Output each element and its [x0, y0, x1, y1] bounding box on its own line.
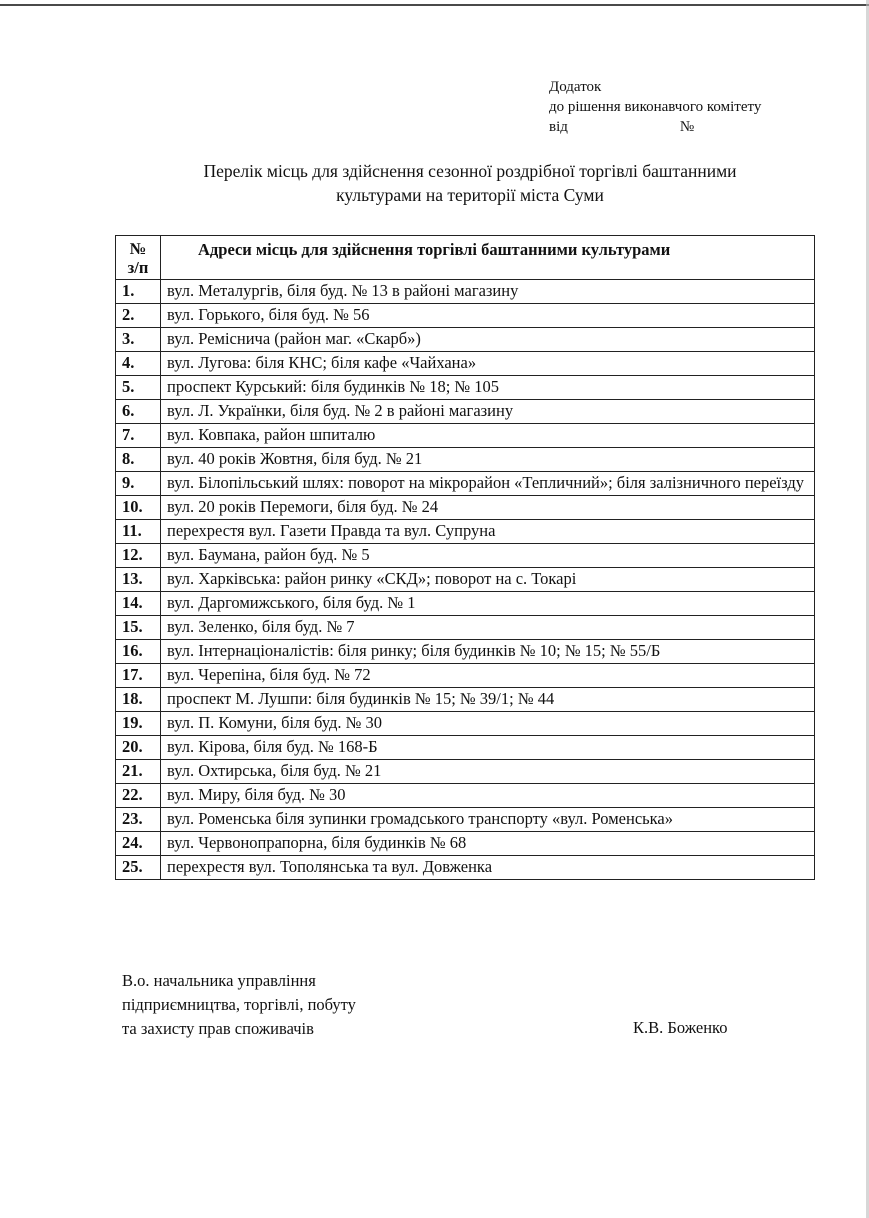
row-number: 18.: [116, 688, 161, 712]
table-row: [116, 520, 815, 544]
signature-line-3: та захисту прав споживачів: [122, 1019, 314, 1038]
table-row: [116, 808, 815, 832]
row-address: вул. Горького, біля буд. № 56: [161, 304, 815, 328]
row-address: вул. 20 років Перемоги, біля буд. № 24: [161, 496, 815, 520]
annex-from: від: [549, 119, 568, 135]
row-number: 2.: [116, 304, 161, 328]
table-header-row: [116, 236, 815, 280]
table-row: [116, 592, 815, 616]
row-number: 21.: [116, 760, 161, 784]
row-address: вул. Червонопрапорна, біля будинків № 68: [161, 832, 815, 856]
row-address: вул. Зеленко, біля буд. № 7: [161, 616, 815, 640]
table-row: [116, 544, 815, 568]
row-address: проспект Курський: біля будинків № 18; № 105: [161, 376, 815, 400]
row-number: 7.: [116, 424, 161, 448]
row-number: 1.: [116, 280, 161, 304]
row-number: 12.: [116, 544, 161, 568]
table-row: [116, 352, 815, 376]
table-row: [116, 376, 815, 400]
row-number: 4.: [116, 352, 161, 376]
table-row: [116, 448, 815, 472]
row-address: вул. Ковпака, район шпиталю: [161, 424, 815, 448]
row-address: вул. Білопільський шлях: поворот на мікрорайон «Тепличний»; біля залізничного переїзду: [161, 472, 815, 496]
header-number: [116, 236, 161, 280]
table-row: [116, 712, 815, 736]
row-number: 20.: [116, 736, 161, 760]
row-number: 11.: [116, 520, 161, 544]
row-number: 15.: [116, 616, 161, 640]
row-address: вул. Охтирська, біля буд. № 21: [161, 760, 815, 784]
row-number: 9.: [116, 472, 161, 496]
table-row: [116, 664, 815, 688]
row-address: вул. Інтернаціоналістів: біля ринку; біля будинків № 10; № 15; № 55/Б: [161, 640, 815, 664]
row-address: вул. Металургів, біля буд. № 13 в районі магазину: [161, 280, 815, 304]
row-address: вул. Кірова, біля буд. № 168-Б: [161, 736, 815, 760]
row-number: 13.: [116, 568, 161, 592]
row-address: вул. Миру, біля буд. № 30: [161, 784, 815, 808]
row-number: 23.: [116, 808, 161, 832]
table-row: [116, 400, 815, 424]
header-number-line-2: з/п: [127, 258, 149, 277]
row-address: вул. Реміснича (район маг. «Скарб»): [161, 328, 815, 352]
title-line-2: культурами на території міста Суми: [336, 185, 604, 205]
row-address: вул. Даргомижського, біля буд. № 1: [161, 592, 815, 616]
signer-name: К.В. Боженко: [633, 1018, 728, 1037]
signature-line-1: В.о. начальника управління: [122, 971, 316, 990]
row-number: 17.: [116, 664, 161, 688]
table-row: [116, 280, 815, 304]
table-row: [116, 616, 815, 640]
table-row: [116, 856, 815, 880]
row-address: вул. Роменська біля зупинки громадського транспорту «вул. Роменська»: [161, 808, 815, 832]
row-number: 10.: [116, 496, 161, 520]
row-number: 19.: [116, 712, 161, 736]
table-row: [116, 424, 815, 448]
table-row: [116, 640, 815, 664]
row-number: 3.: [116, 328, 161, 352]
row-number: 5.: [116, 376, 161, 400]
row-number: 16.: [116, 640, 161, 664]
title-line-1: Перелік місць для здійснення сезонної роздрібної торгівлі баштанними: [203, 161, 737, 181]
header-number-line-1: №: [129, 239, 147, 258]
row-number: 25.: [116, 856, 161, 880]
row-number: 22.: [116, 784, 161, 808]
table-row: [116, 784, 815, 808]
table-row: [116, 568, 815, 592]
header-address: Адреси місць для здійснення торгівлі баштанними культурами: [161, 236, 815, 280]
signature-line-2: підприємництва, торгівлі, побуту: [122, 995, 356, 1014]
row-address: вул. Лугова: біля КНС; біля кафе «Чайхана»: [161, 352, 815, 376]
row-address: вул. Харківська: район ринку «СКД»; поворот на с. Токарі: [161, 568, 815, 592]
annex-line-2: до рішення виконавчого комітету: [549, 99, 762, 115]
scan-border-top: [0, 4, 869, 6]
annex-block: [549, 77, 761, 137]
table-row: [116, 328, 815, 352]
row-address: проспект М. Лушпи: біля будинків № 15; № 39/1; № 44: [161, 688, 815, 712]
row-address: вул. Черепіна, біля буд. № 72: [161, 664, 815, 688]
row-address: перехрестя вул. Газети Правда та вул. Супруна: [161, 520, 815, 544]
row-address: вул. Баумана, район буд. № 5: [161, 544, 815, 568]
annex-number: №: [679, 119, 695, 135]
table-row: [116, 688, 815, 712]
table-row: [116, 736, 815, 760]
signature-block: [122, 969, 356, 1041]
places-table: [115, 235, 815, 880]
row-address: вул. П. Комуни, біля буд. № 30: [161, 712, 815, 736]
annex-line-1: Додаток: [549, 79, 602, 95]
table-row: [116, 472, 815, 496]
row-address: вул. Л. Українки, біля буд. № 2 в районі магазину: [161, 400, 815, 424]
row-number: 24.: [116, 832, 161, 856]
table-row: [116, 760, 815, 784]
row-number: 6.: [116, 400, 161, 424]
row-number: 14.: [116, 592, 161, 616]
row-address: вул. 40 років Жовтня, біля буд. № 21: [161, 448, 815, 472]
table-row: [116, 832, 815, 856]
document-title: [130, 159, 810, 207]
row-address: перехрестя вул. Тополянська та вул. Довженка: [161, 856, 815, 880]
table-row: [116, 304, 815, 328]
table-row: [116, 496, 815, 520]
table-body: [116, 280, 815, 880]
row-number: 8.: [116, 448, 161, 472]
annex-line-3: [549, 117, 761, 137]
